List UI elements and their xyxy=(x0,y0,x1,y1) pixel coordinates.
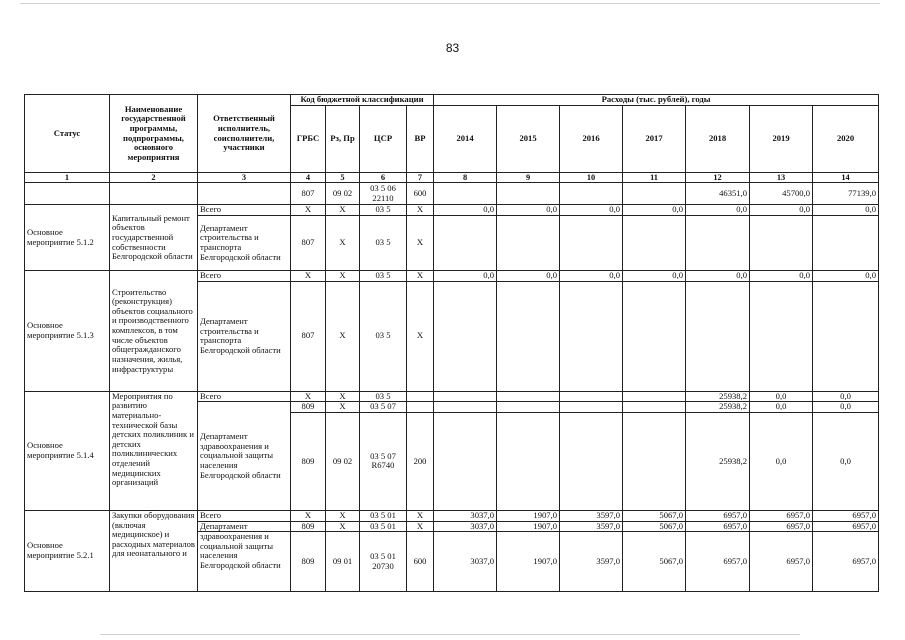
col-number: 12 xyxy=(686,173,750,183)
cell-responsible: Всего xyxy=(198,205,291,216)
col-number: 9 xyxy=(497,173,560,183)
header-year: 2018 xyxy=(686,106,750,173)
header-status: Статус xyxy=(25,95,110,173)
cell-2018: 46351,0 xyxy=(686,183,750,205)
col-number: 1 xyxy=(25,173,110,183)
col-number: 8 xyxy=(434,173,497,183)
cell-grbs: 807 xyxy=(291,183,326,205)
table-row: 809 09 02 03 5 07 R6740 200 25938,2 0,0 0,0 xyxy=(25,412,879,510)
col-number: 7 xyxy=(407,173,434,183)
header-year: 2016 xyxy=(560,106,623,173)
col-number: 10 xyxy=(560,173,623,183)
col-number: 2 xyxy=(110,173,198,183)
col-number: 4 xyxy=(291,173,326,183)
cell-rzpr: 09 02 xyxy=(326,183,360,205)
cell-status: Основное мероприятие 5.1.3 xyxy=(25,271,110,392)
col-number: 3 xyxy=(198,173,291,183)
header-year: 2020 xyxy=(813,106,879,173)
table-row xyxy=(25,183,879,205)
cell-status: Основное мероприятие 5.1.4 xyxy=(25,391,110,510)
header-csr: ЦСР xyxy=(360,106,407,173)
cell-responsible: Всего xyxy=(198,391,291,402)
cell-responsible: Департамент строительства и транспорта Белгородской области xyxy=(198,216,291,271)
cell-responsible: Департамент здравоохранения и социальной защиты населения Белгородской области xyxy=(198,402,291,511)
scan-artifact xyxy=(100,634,800,635)
header-year: 2015 xyxy=(497,106,560,173)
page-number: 83 xyxy=(445,41,460,55)
table-row: Основное мероприятие 5.1.2 Капитальный ремонт объектов государственной собственности Белгородской области Всего Х Х 03 5 Х 0,0 0,0 0,0 0,0 0,0 0,0 0,0 xyxy=(25,205,879,216)
col-number: 11 xyxy=(623,173,686,183)
header-vr: ВР xyxy=(407,106,434,173)
column-number-row xyxy=(25,173,879,183)
cell-csr: 03 5 06 22110 xyxy=(360,183,407,205)
table-row: Основное мероприятие 5.1.4 Мероприятия по развитию материально-технической базы детских поликлиник и детских поликлинических отделений медицинских организаций Всего Х Х 03 5 25938,2 0,0 0,0 xyxy=(25,391,879,402)
cell-name: Мероприятия по развитию материально-технической базы детских поликлиник и детских поликлинических отделений медицинских организаций xyxy=(110,391,198,510)
table-row: Департамент строительства и транспорта Белгородской области 807 Х 03 5 Х xyxy=(25,216,879,271)
cell-2020: 77139,0 xyxy=(813,183,879,205)
cell-responsible: Всего xyxy=(198,271,291,282)
header-year: 2019 xyxy=(750,106,813,173)
cell-name: Капитальный ремонт объектов государственной собственности Белгородской области xyxy=(110,205,198,271)
cell-responsible: Департамент строительства и транспорта Белгородской области xyxy=(198,281,291,391)
cell-name: Строительство (реконструкция) объектов социального и производственного комплексов, в том числе объектов общегражданского назначения, жилья, инфраструктуры xyxy=(110,271,198,392)
col-number: 6 xyxy=(360,173,407,183)
col-number: 5 xyxy=(326,173,360,183)
header-grbs: ГРБС xyxy=(291,106,326,173)
header-row-1 xyxy=(25,95,879,106)
cell-responsible: здравоохранения и социальной защиты населения Белгородской области xyxy=(198,532,291,592)
cell-responsible: Департамент xyxy=(198,521,291,532)
scan-artifact xyxy=(20,3,880,4)
cell-2019: 45700,0 xyxy=(750,183,813,205)
cell-responsible: Всего xyxy=(198,510,291,521)
header-year: 2014 xyxy=(434,106,497,173)
header-year: 2017 xyxy=(623,106,686,173)
table-row: Основное мероприятие 5.2.1 Закупки оборудования (включая медицинское) и расходных материалов для неонатального и Всего Х Х 03 5 01 Х 3037,0 1907,0 3597,0 5067,0 6957,0 6957,0 6957,0 xyxy=(25,510,879,521)
table-row: Основное мероприятие 5.1.3 Строительство (реконструкция) объектов социального и производственного комплексов, в том числе объектов общегражданского назначения, жилья, инфраструктуры Всего Х Х 03 5 Х 0,0 0,0 0,0 0,0 0,0 0,0 0,0 xyxy=(25,271,879,282)
header-expenses: Расходы (тыс. рублей), годы xyxy=(434,95,879,106)
table-row: Департамент 809 Х 03 5 01 Х 3037,0 1907,0 3597,0 5067,0 6957,0 6957,0 6957,0 xyxy=(25,521,879,532)
col-number: 14 xyxy=(813,173,879,183)
header-rzpr: Рз, Пр xyxy=(326,106,360,173)
header-name: Наименование государственной программы, подпрограммы, основного мероприятия xyxy=(110,95,198,173)
cell-vr: 600 xyxy=(407,183,434,205)
table-row: Департамент здравоохранения и социальной защиты населения Белгородской области 809 Х 03 5 07 25938,2 0,0 0,0 xyxy=(25,402,879,413)
cell-name: Закупки оборудования (включая медицинское) и расходных материалов для неонатального и xyxy=(110,510,198,591)
header-budget-code: Код бюджетной классификации xyxy=(291,95,434,106)
table-row: здравоохранения и социальной защиты населения Белгородской области 809 09 01 03 5 01 20730 600 3037,0 1907,0 3597,0 5067,0 6957,0 6957,0 6957,0 xyxy=(25,532,879,592)
cell-status: Основное мероприятие 5.2.1 xyxy=(25,510,110,591)
col-number: 13 xyxy=(750,173,813,183)
cell-status: Основное мероприятие 5.1.2 xyxy=(25,205,110,271)
budget-table xyxy=(24,94,879,592)
table-row: Департамент строительства и транспорта Белгородской области 807 Х 03 5 Х xyxy=(25,281,879,391)
header-responsible: Ответственный исполнитель, соисполнители, участники xyxy=(198,95,291,173)
